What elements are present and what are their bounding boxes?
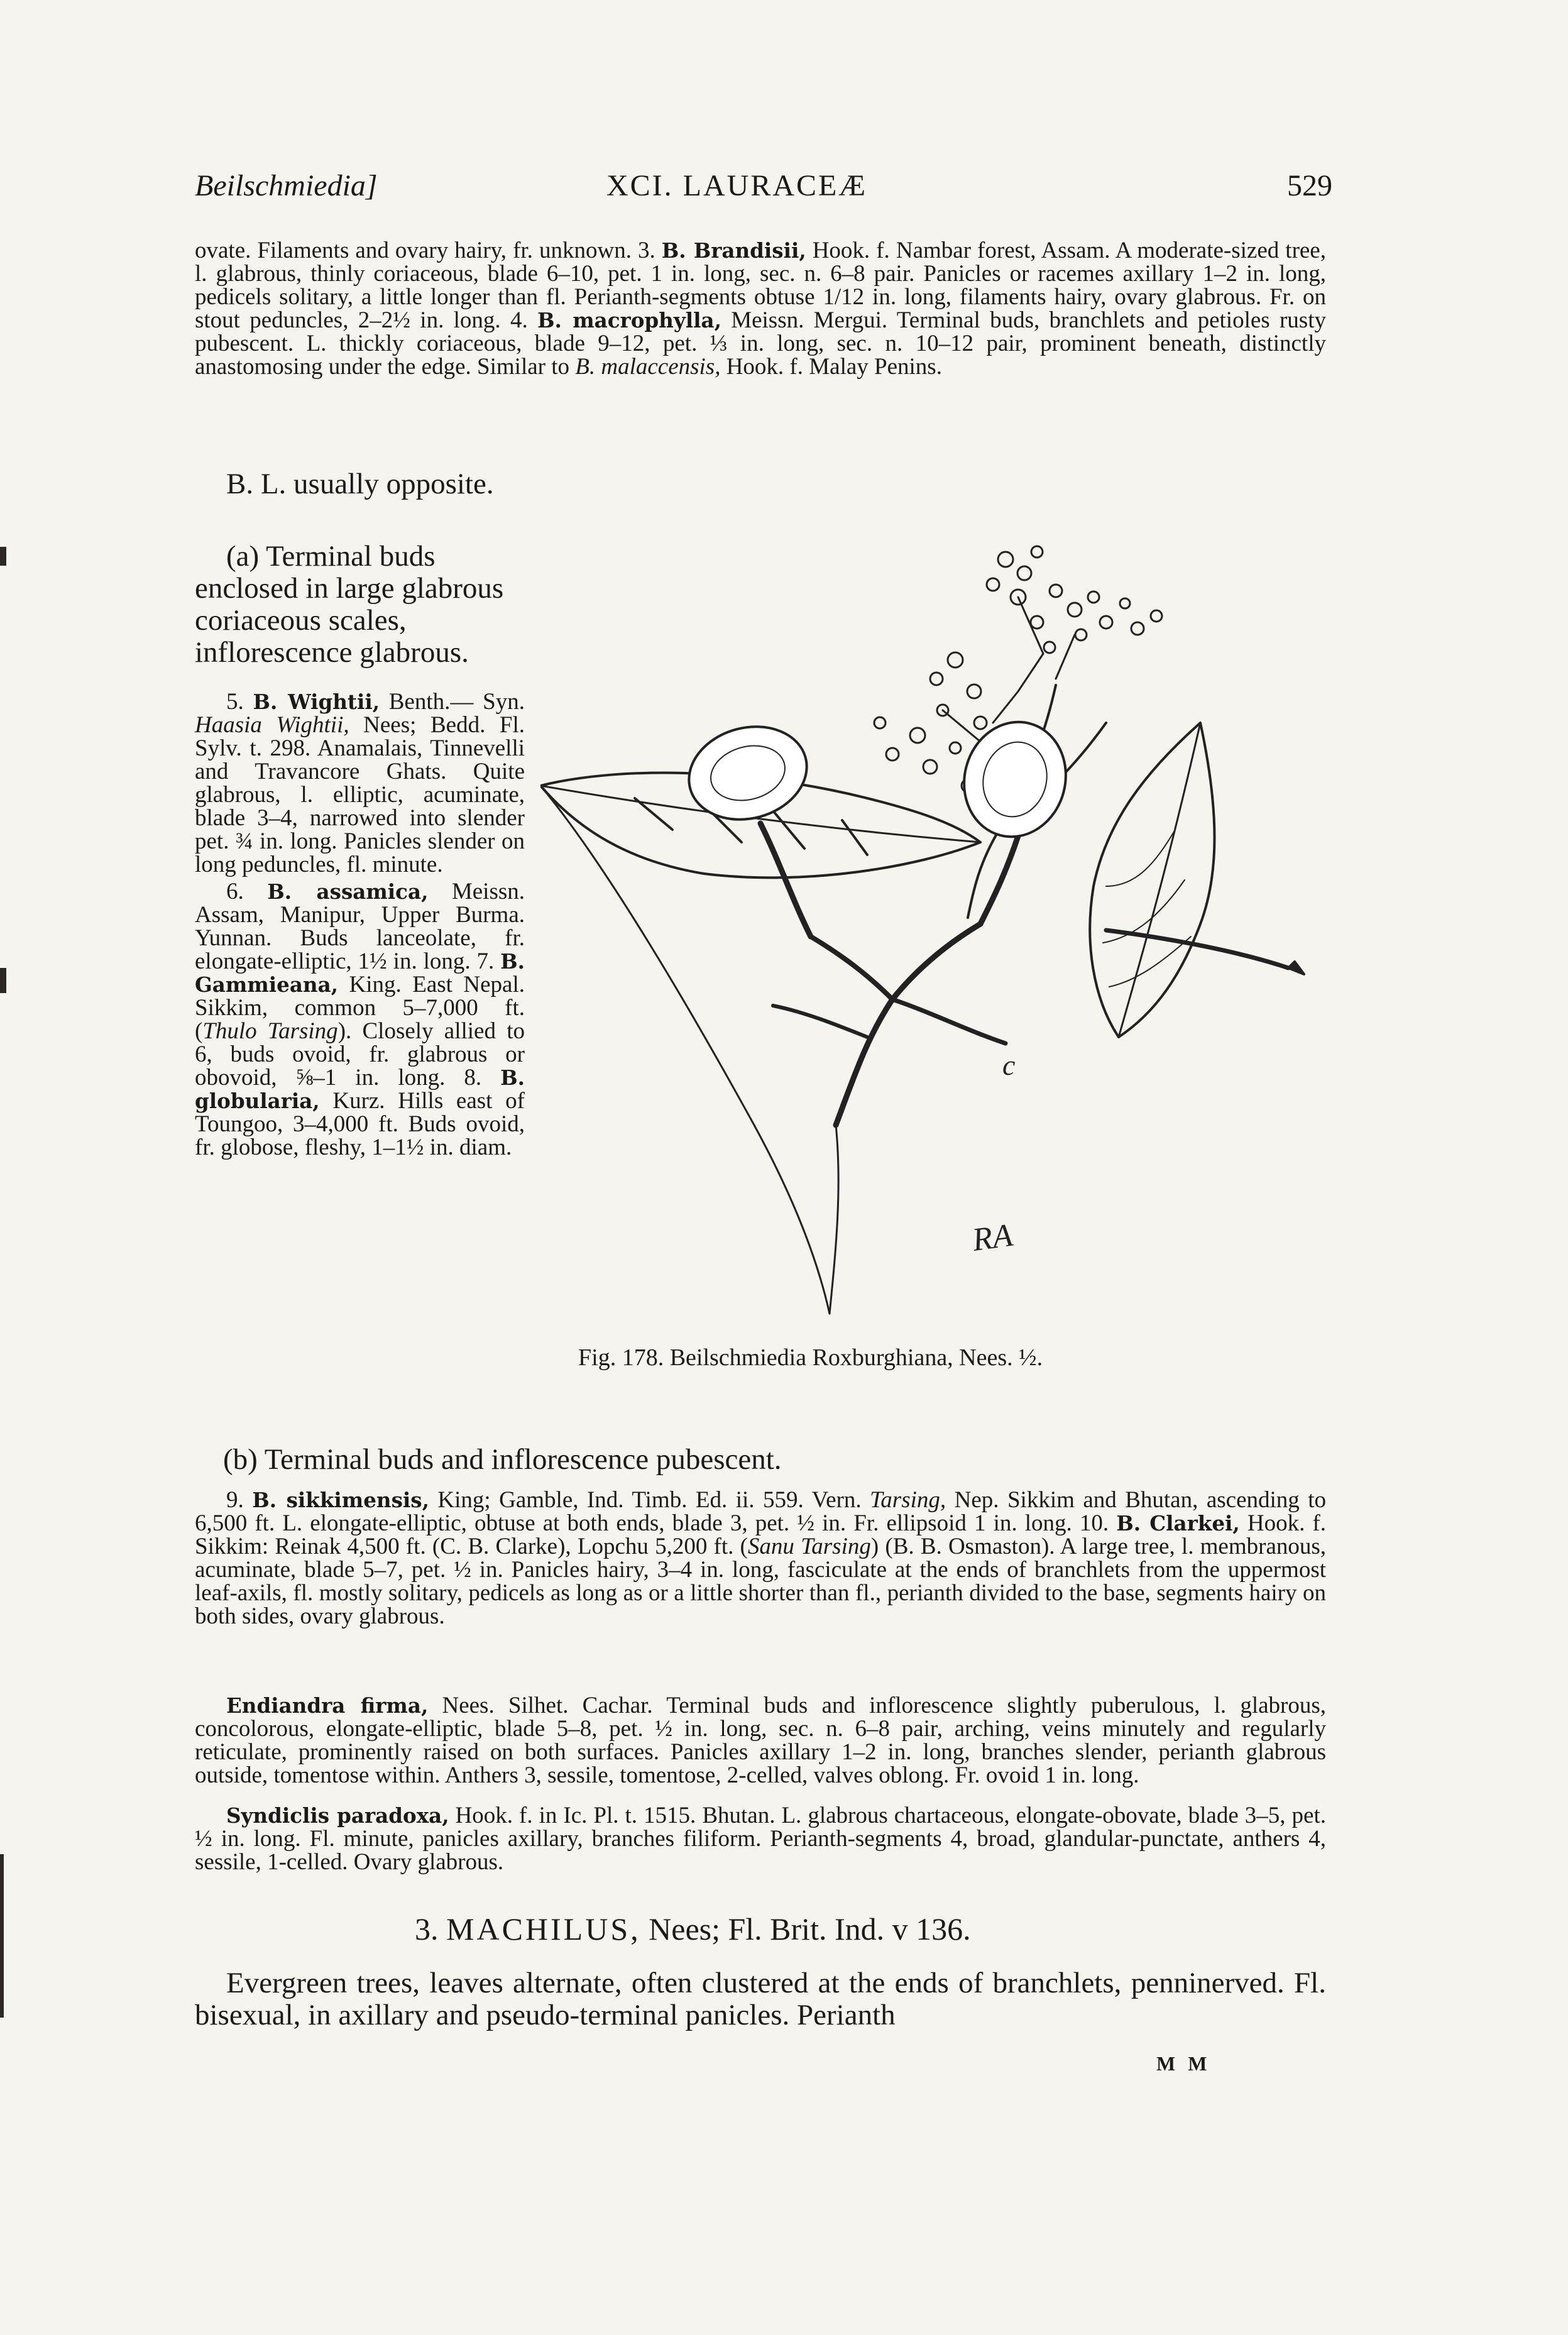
artist-initials: RA <box>970 1217 1015 1258</box>
genus-name: MACHILUS, <box>446 1911 641 1947</box>
species-name: B. sikkimensis, <box>252 1488 429 1512</box>
section-heading: 3. MACHILUS, Nees; Fl. Brit. Ind. v 136. <box>415 1911 971 1947</box>
key-item-a: (a) Terminal buds enclosed in large glabrous coriaceous scales, inflorescence glabrous. <box>195 540 504 669</box>
fruit <box>679 714 818 832</box>
page-number: 529 <box>1287 169 1332 202</box>
top-paragraph: ovate. Filaments and ovary hairy, fr. unknown. 3. B. Brandisii, Hook. f. Nambar forest, Assam. A moderate-sized tree, l. glabrous, thinly coriaceous, blade 6–10, pet. 1 in. long, sec. n. 6–8 pair. Panicles or racemes axillary 1–2 in. long, pedicels solitary, a little longer than fl. Perianth-segments obtuse 1/12 in. long, filaments hairy, ovary glabrous. Fr. on stout peduncles, 2–2½ in. long. 4. B. macrophylla, Meissn. Mergui. Terminal buds, branchlets and petioles rusty pubescent. L. thickly coriaceous, blade 9–12, pet. ⅓ in. long, sec. n. 10–12 pair, prominent beneath, distinctly anastomosing under the edge. Similar to B. malaccensis, Hook. f. Malay Penins. <box>195 238 1326 380</box>
key-item-main: B. L. usually opposite. <box>226 468 494 500</box>
fruit <box>951 710 1078 848</box>
margin-mark <box>0 547 6 566</box>
species-name: B. globularia, <box>195 1065 525 1113</box>
key-item-b: (b) Terminal buds and inflorescence pubescent. <box>223 1443 782 1476</box>
running-head-genus: Beilschmiedia] <box>195 169 378 202</box>
signature-mark: M M <box>1156 2052 1211 2075</box>
leaf <box>540 786 830 1314</box>
figure-illustration <box>540 534 1339 1364</box>
species-name: B. Brandisii, <box>661 238 806 263</box>
leaf <box>1090 723 1214 1037</box>
para-machilus: Evergreen trees, leaves alternate, often clustered at the ends of branchlets, penninerved. Fl. bisexual, in axillary and pseudo-terminal panicles. Perianth <box>195 1967 1326 2031</box>
figure-label-c: c <box>1002 1049 1016 1081</box>
species-name: B. Wightii, <box>253 690 380 714</box>
left-column-species: 5. B. Wightii, Benth.— Syn. Haasia Wightii, Nees; Bedd. Fl. Sylv. t. 298. Anamalais, Tinnevelli and Travancore Ghats. Quite glabrous, l. elliptic, acuminate, blade 3–4, narrowed into slender pet. ¾ in. long. Panicles slender on long peduncles, fl. minute. 6. B. assamica, Meissn. Assam, Manipur, Upper Burma. Yunnan. Buds lanceolate, fr. elongate-elliptic, 1½ in. long. 7. B. Gammieana, King. East Nepal. Sikkim, common 5–7,000 ft. (Thulo Tarsing). Closely allied to 6, buds ovoid, fr. glabrous or obovoid, ⅝–1 in. long. 8. B. globularia, Kurz. Hills east of Toungoo, 3–4,000 ft. Buds ovoid, fr. globose, fleshy, 1–1½ in. diam. <box>195 689 525 1160</box>
species-name: Endiandra firma, <box>226 1693 429 1718</box>
species-name: Syndiclis paradoxa, <box>226 1803 449 1828</box>
species-name: B. assamica, <box>267 879 429 904</box>
margin-mark <box>0 968 6 993</box>
branch <box>1106 930 1288 968</box>
para-endiandra: Endiandra firma, Nees. Silhet. Cachar. Terminal buds and inflorescence slightly puberulous, l. glabrous, concolorous, elongate-elliptic, blade 5–8, pet. ½ in. long, sec. n. 6–8 pair, arching, veins minutely and regularly reticulate, prominently raised on both surfaces. Panicles axillary 1–2 in. long, branches slender, perianth glabrous outside, tomentose within. Anthers 3, sessile, tomentose, 2-celled, valves oblong. Fr. ovoid 1 in. long. <box>195 1693 1327 1788</box>
running-header <box>195 168 1332 212</box>
species-name: B. Clarkei, <box>1116 1511 1240 1536</box>
species-name: B. macrophylla, <box>537 308 721 332</box>
para-syndiclis: Syndiclis paradoxa, Hook. f. in Ic. Pl. t. 1515. Bhutan. L. glabrous chartaceous, elongate-obovate, blade 3–5, pet. ½ in. long. Fl. minute, panicles axillary, branches filiform. Perianth-segments 4, broad, glandular-punctate, anthers 4, sessile, 1-celled. Ovary glabrous. <box>195 1803 1326 1875</box>
figure-caption: Fig. 178. Beilschmiedia Roxburghiana, Nees. ½. <box>578 1344 1043 1371</box>
species-name: B. Gammieana, <box>195 949 525 997</box>
margin-mark <box>0 1854 4 2018</box>
running-head-family: XCI. LAURACEÆ <box>606 169 868 202</box>
para-sikkimensis: 9. B. sikkimensis, King; Gamble, Ind. Timb. Ed. ii. 559. Vern. Tarsing, Nep. Sikkim and Bhutan, ascending to 6,500 ft. L. elongate-elliptic, obtuse at both ends, blade 3, pet. ½ in. Fr. ellipsoid 1 in. long. 10. B. Clarkei, Hook. f. Sikkim: Reinak 4,500 ft. (C. B. Clarke), Lopchu 5,200 ft. (Sanu Tarsing) (B. B. Osmaston). A large tree, l. membranous, acuminate, blade 5–7, pet. ½ in. Panicles hairy, 3–4 in. long, fasciculate at the ends of branchlets from the uppermost leaf-axils, fl. mostly solitary, pedicels as long as or a little shorter than fl., perianth divided to the base, segments hairy on both sides, ovary glabrous. <box>195 1487 1327 1629</box>
